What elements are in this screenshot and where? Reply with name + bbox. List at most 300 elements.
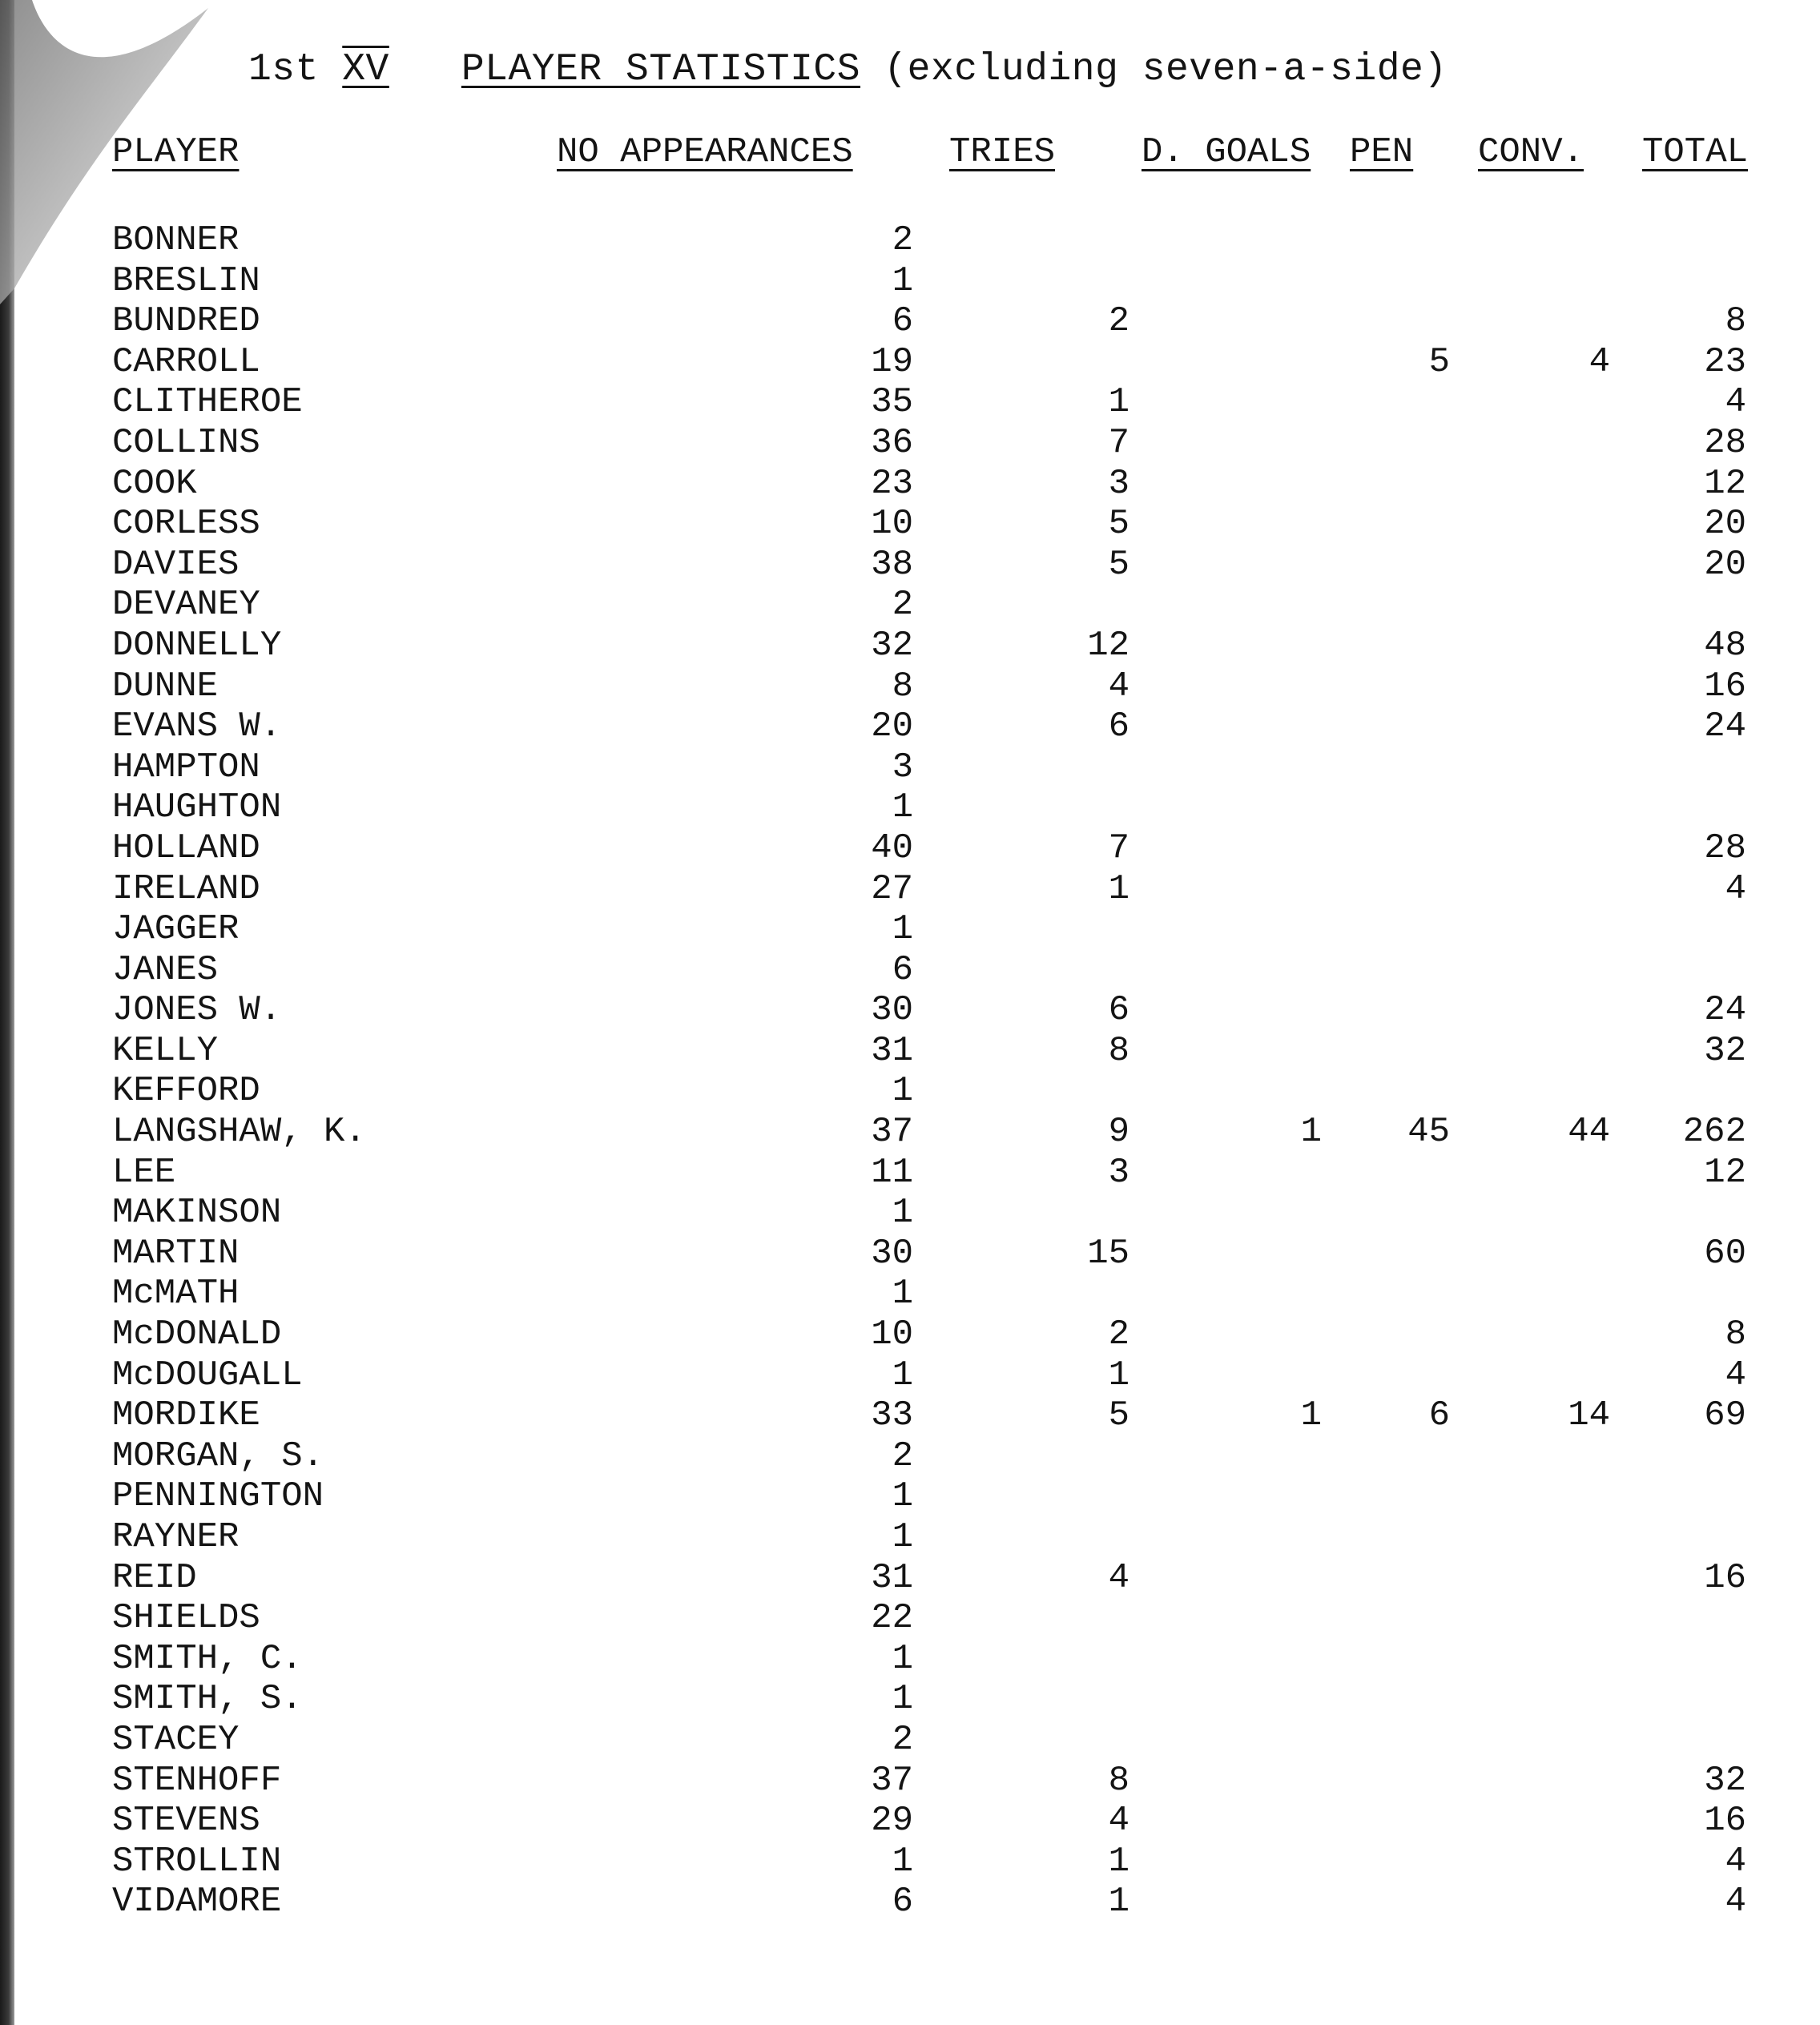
cell-appearances: 1 [892,787,913,828]
cell-tries [913,1476,1129,1517]
cell-pen [1322,909,1450,950]
cell-pen [1322,1558,1450,1599]
cell-player: BRESLIN [112,260,260,301]
cell-total: 8 [1725,1314,1746,1355]
cell-conv: 4 [1588,341,1610,382]
cell-pen [1322,261,1450,302]
cell-total: 4 [1725,382,1746,423]
cell-appearances: 1 [892,1679,913,1720]
cell-pen [1322,747,1450,788]
cell-appearances: 20 [871,707,913,747]
cell-appearances: 1 [892,260,913,301]
cell-conv [1450,1679,1610,1720]
cell-tries: 7 [1108,827,1129,868]
cell-appearances: 37 [871,1112,913,1153]
table-row [112,1720,1746,1761]
cell-player: JONES W. [112,990,282,1031]
cell-dgoals [1129,626,1322,666]
table-row [112,1517,1746,1558]
cell-appearances: 40 [871,827,913,868]
cell-tries: 1 [1108,382,1129,423]
cell-tries [913,1274,1129,1314]
cell-tries: 1 [1108,1882,1129,1922]
cell-player: CLITHEROE [112,382,303,423]
cell-appearances: 6 [892,949,913,990]
cell-appearances: 1 [892,1274,913,1314]
cell-dgoals [1129,301,1322,342]
cell-tries [913,220,1129,261]
table-row [112,1395,1746,1436]
cell-tries: 2 [1108,301,1129,342]
cell-conv [1450,301,1610,342]
cell-pen: 6 [1428,1395,1450,1436]
cell-appearances: 27 [871,868,913,909]
table-row [112,1193,1746,1234]
cell-total: 60 [1704,1233,1746,1274]
cell-pen [1322,1274,1450,1314]
cell-total [1610,1720,1746,1761]
cell-player: VIDAMORE [112,1882,282,1922]
cell-conv [1450,666,1610,707]
cell-player: McMATH [112,1274,240,1314]
table-row [112,220,1746,261]
cell-appearances: 1 [892,1071,913,1112]
cell-pen [1322,1476,1450,1517]
table-row [112,1274,1746,1314]
cell-appearances: 1 [892,909,913,950]
cell-pen [1322,990,1450,1031]
cell-total: 12 [1704,463,1746,504]
cell-dgoals [1129,1517,1322,1558]
cell-dgoals [1129,1314,1322,1355]
cell-dgoals [1129,1071,1322,1112]
cell-conv [1450,1476,1610,1517]
column-header-conv: CONV. [1478,132,1584,172]
cell-total: 16 [1704,1557,1746,1598]
cell-pen [1322,1598,1450,1639]
cell-tries [913,950,1129,991]
cell-appearances: 29 [871,1801,913,1842]
cell-dgoals [1129,261,1322,302]
cell-player: HOLLAND [112,827,260,868]
table-row [112,1153,1746,1194]
cell-tries: 15 [1087,1233,1129,1274]
cell-player: MORDIKE [112,1395,260,1436]
table-row [112,1679,1746,1720]
cell-total: 48 [1704,625,1746,666]
player-statistics-table [112,132,1749,1922]
cell-player: MORGAN, S. [112,1435,324,1476]
cell-pen [1322,1071,1450,1112]
cell-total [1610,1476,1746,1517]
cell-appearances: 32 [871,625,913,666]
cell-dgoals [1129,1274,1322,1314]
cell-conv [1450,261,1610,302]
cell-total [1610,220,1746,261]
cell-total [1610,1598,1746,1639]
cell-conv [1450,1801,1610,1842]
cell-total [1610,1517,1746,1558]
table-row [112,1761,1746,1802]
cell-tries [913,1517,1129,1558]
cell-tries: 8 [1108,1760,1129,1801]
cell-tries: 4 [1108,666,1129,707]
table-body [112,220,1746,1922]
cell-tries [913,1193,1129,1234]
cell-player: SMITH, S. [112,1679,303,1720]
cell-conv [1450,1355,1610,1396]
cell-total: 20 [1704,544,1746,585]
cell-appearances: 6 [892,301,913,342]
cell-appearances: 37 [871,1760,913,1801]
cell-tries: 5 [1108,504,1129,545]
cell-dgoals [1129,666,1322,707]
cell-appearances: 8 [892,666,913,707]
title-heading: PLAYER STATISTICS [461,48,861,91]
cell-conv: 14 [1568,1395,1610,1436]
cell-total [1610,1071,1746,1112]
cell-conv [1450,1153,1610,1194]
cell-player: STENHOFF [112,1760,282,1801]
cell-conv [1450,504,1610,545]
cell-conv [1450,1193,1610,1234]
cell-total [1610,1274,1746,1314]
table-row [112,1031,1746,1072]
cell-conv [1450,220,1610,261]
cell-tries [913,909,1129,950]
cell-conv [1450,1639,1610,1680]
cell-total [1610,1193,1746,1234]
cell-conv [1450,1274,1610,1314]
cell-tries [913,787,1129,828]
cell-appearances: 3 [892,747,913,787]
cell-conv [1450,909,1610,950]
table-row [112,909,1746,950]
cell-dgoals [1129,504,1322,545]
cell-player: REID [112,1557,197,1598]
cell-player: IRELAND [112,868,260,909]
cell-tries: 8 [1108,1030,1129,1071]
cell-dgoals [1129,747,1322,788]
cell-player: DAVIES [112,544,240,585]
cell-player: DONNELLY [112,625,282,666]
title-prefix: 1st [248,48,319,91]
table-row [112,342,1746,383]
cell-total [1610,950,1746,991]
cell-pen [1322,787,1450,828]
table-row [112,545,1746,586]
cell-total [1610,747,1746,788]
title-team: XV [342,48,389,91]
cell-conv [1450,1234,1610,1274]
cell-pen [1322,626,1450,666]
table-header-row [112,132,1746,220]
cell-tries: 5 [1108,1395,1129,1436]
cell-conv [1450,464,1610,505]
cell-pen [1322,828,1450,869]
cell-pen [1322,1436,1450,1477]
cell-total: 32 [1704,1760,1746,1801]
cell-appearances: 1 [892,1476,913,1517]
column-header-appearances: NO APPEARANCES [557,132,853,172]
cell-pen [1322,1153,1450,1194]
cell-dgoals [1129,1679,1322,1720]
table-row [112,950,1746,991]
cell-total: 24 [1704,990,1746,1031]
cell-player: DEVANEY [112,585,260,626]
cell-dgoals [1129,1476,1322,1517]
cell-appearances: 38 [871,544,913,585]
cell-conv [1450,828,1610,869]
cell-tries [913,261,1129,302]
cell-tries: 9 [1108,1112,1129,1153]
cell-dgoals [1129,382,1322,423]
table-row [112,464,1746,505]
cell-dgoals [1129,1882,1322,1922]
column-header-total: TOTAL [1642,132,1749,172]
cell-conv [1450,382,1610,423]
table-row [112,585,1746,626]
cell-appearances: 22 [871,1598,913,1639]
cell-appearances: 1 [892,1638,913,1679]
cell-pen [1322,869,1450,910]
cell-appearances: 6 [892,1882,913,1922]
cell-tries: 7 [1108,422,1129,463]
table-row [112,1476,1746,1517]
cell-appearances: 19 [871,341,913,382]
cell-conv [1450,1842,1610,1882]
cell-dgoals [1129,1436,1322,1477]
cell-pen [1322,707,1450,747]
table-row [112,261,1746,302]
cell-total [1610,909,1746,950]
table-row [112,1801,1746,1842]
cell-player: JANES [112,949,219,990]
cell-tries: 4 [1108,1801,1129,1842]
cell-appearances: 2 [892,1435,913,1476]
cell-appearances: 35 [871,382,913,423]
cell-conv [1450,423,1610,464]
cell-appearances: 1 [892,1841,913,1882]
cell-dgoals [1129,950,1322,991]
cell-conv [1450,1436,1610,1477]
cell-total: 32 [1704,1030,1746,1071]
table-row [112,1882,1746,1922]
cell-player: CARROLL [112,341,260,382]
column-header-dgoals: D. GOALS [1142,132,1311,172]
cell-appearances: 1 [892,1517,913,1557]
cell-appearances: 30 [871,990,913,1031]
cell-player: COOK [112,463,197,504]
cell-pen [1322,220,1450,261]
cell-appearances: 2 [892,220,913,260]
cell-player: JAGGER [112,909,240,950]
cell-appearances: 2 [892,585,913,626]
cell-total: 8 [1725,301,1746,342]
cell-pen [1322,1193,1450,1234]
table-row [112,747,1746,788]
cell-player: RAYNER [112,1517,240,1557]
cell-dgoals [1129,1355,1322,1396]
cell-pen [1322,1842,1450,1882]
cell-total: 12 [1704,1152,1746,1193]
cell-tries [913,1679,1129,1720]
cell-total [1610,261,1746,302]
cell-pen [1322,1517,1450,1558]
cell-dgoals [1129,828,1322,869]
cell-pen [1322,382,1450,423]
cell-conv: 44 [1568,1112,1610,1153]
cell-tries: 3 [1108,1152,1129,1193]
column-header-player: PLAYER [112,132,240,172]
cell-appearances: 23 [871,463,913,504]
cell-conv [1450,1558,1610,1599]
cell-appearances: 1 [892,1355,913,1395]
cell-dgoals: 1 [1300,1112,1322,1153]
cell-dgoals: 1 [1300,1395,1322,1436]
cell-pen [1322,1761,1450,1802]
cell-player: EVANS W. [112,707,282,747]
cell-player: SHIELDS [112,1598,260,1639]
cell-tries: 12 [1087,625,1129,666]
cell-conv [1450,869,1610,910]
cell-player: MARTIN [112,1233,240,1274]
table-row [112,869,1746,910]
cell-total: 69 [1704,1395,1746,1436]
cell-conv [1450,787,1610,828]
table-row [112,707,1746,747]
cell-dgoals [1129,909,1322,950]
table-row [112,423,1746,464]
cell-tries: 6 [1108,990,1129,1031]
cell-dgoals [1129,1153,1322,1194]
cell-pen [1322,950,1450,991]
cell-dgoals [1129,1842,1322,1882]
cell-appearances: 33 [871,1395,913,1436]
cell-conv [1450,626,1610,666]
cell-pen [1322,301,1450,342]
cell-player: DUNNE [112,666,219,707]
cell-total: 20 [1704,504,1746,545]
table-row [112,626,1746,666]
cell-player: STACEY [112,1719,240,1760]
cell-dgoals [1129,342,1322,383]
table-row [112,1639,1746,1680]
cell-total: 28 [1704,827,1746,868]
table-row [112,666,1746,707]
cell-dgoals [1129,1558,1322,1599]
table-row [112,1112,1746,1153]
cell-dgoals [1129,1234,1322,1274]
cell-player: BUNDRED [112,301,260,342]
cell-pen [1322,1314,1450,1355]
cell-total: 16 [1704,666,1746,707]
cell-dgoals [1129,585,1322,626]
table-row [112,1314,1746,1355]
cell-conv [1450,1071,1610,1112]
table-row [112,1234,1746,1274]
cell-appearances: 10 [871,1314,913,1355]
cell-tries [913,1436,1129,1477]
cell-conv [1450,1761,1610,1802]
cell-player: KELLY [112,1030,219,1071]
cell-total: 262 [1682,1112,1746,1153]
cell-total: 4 [1725,1882,1746,1922]
cell-player: HAUGHTON [112,787,282,828]
cell-tries [913,585,1129,626]
cell-pen: 5 [1428,341,1450,382]
cell-appearances: 31 [871,1557,913,1598]
cell-tries: 1 [1108,868,1129,909]
cell-conv [1450,585,1610,626]
cell-conv [1450,545,1610,586]
cell-player: COLLINS [112,422,260,463]
table-row [112,1558,1746,1599]
cell-pen [1322,1882,1450,1922]
cell-player: PENNINGTON [112,1476,324,1517]
table-row [112,1355,1746,1396]
table-row [112,504,1746,545]
cell-pen [1322,545,1450,586]
table-row [112,990,1746,1031]
cell-pen [1322,1639,1450,1680]
cell-conv [1450,1314,1610,1355]
column-header-tries: TRIES [949,132,1056,172]
cell-player: KEFFORD [112,1071,260,1112]
cell-player: SMITH, C. [112,1638,303,1679]
cell-pen [1322,1234,1450,1274]
cell-pen [1322,1031,1450,1072]
cell-player: CORLESS [112,504,260,545]
cell-pen: 45 [1407,1112,1450,1153]
cell-pen [1322,666,1450,707]
column-header-pen: PEN [1350,132,1414,172]
table-row [112,1436,1746,1477]
cell-player: McDONALD [112,1314,282,1355]
cell-total: 4 [1725,1355,1746,1395]
cell-appearances: 31 [871,1030,913,1071]
cell-dgoals [1129,1031,1322,1072]
cell-dgoals [1129,220,1322,261]
cell-player: MAKINSON [112,1193,282,1234]
cell-dgoals [1129,707,1322,747]
cell-pen [1322,1720,1450,1761]
cell-appearances: 2 [892,1719,913,1760]
cell-dgoals [1129,1639,1322,1680]
cell-dgoals [1129,1598,1322,1639]
cell-appearances: 36 [871,422,913,463]
cell-tries: 6 [1108,707,1129,747]
cell-total: 4 [1725,1841,1746,1882]
cell-pen [1322,1679,1450,1720]
cell-player: STEVENS [112,1801,260,1842]
cell-player: McDOUGALL [112,1355,303,1395]
cell-pen [1322,464,1450,505]
table-row [112,828,1746,869]
cell-pen [1322,423,1450,464]
cell-conv [1450,1517,1610,1558]
cell-dgoals [1129,545,1322,586]
cell-pen [1322,504,1450,545]
table-row [112,787,1746,828]
cell-total [1610,1679,1746,1720]
cell-dgoals [1129,1761,1322,1802]
cell-total [1610,1436,1746,1477]
cell-player: STROLLIN [112,1841,282,1882]
cell-dgoals [1129,1720,1322,1761]
cell-appearances: 11 [871,1152,913,1193]
cell-total: 4 [1725,868,1746,909]
